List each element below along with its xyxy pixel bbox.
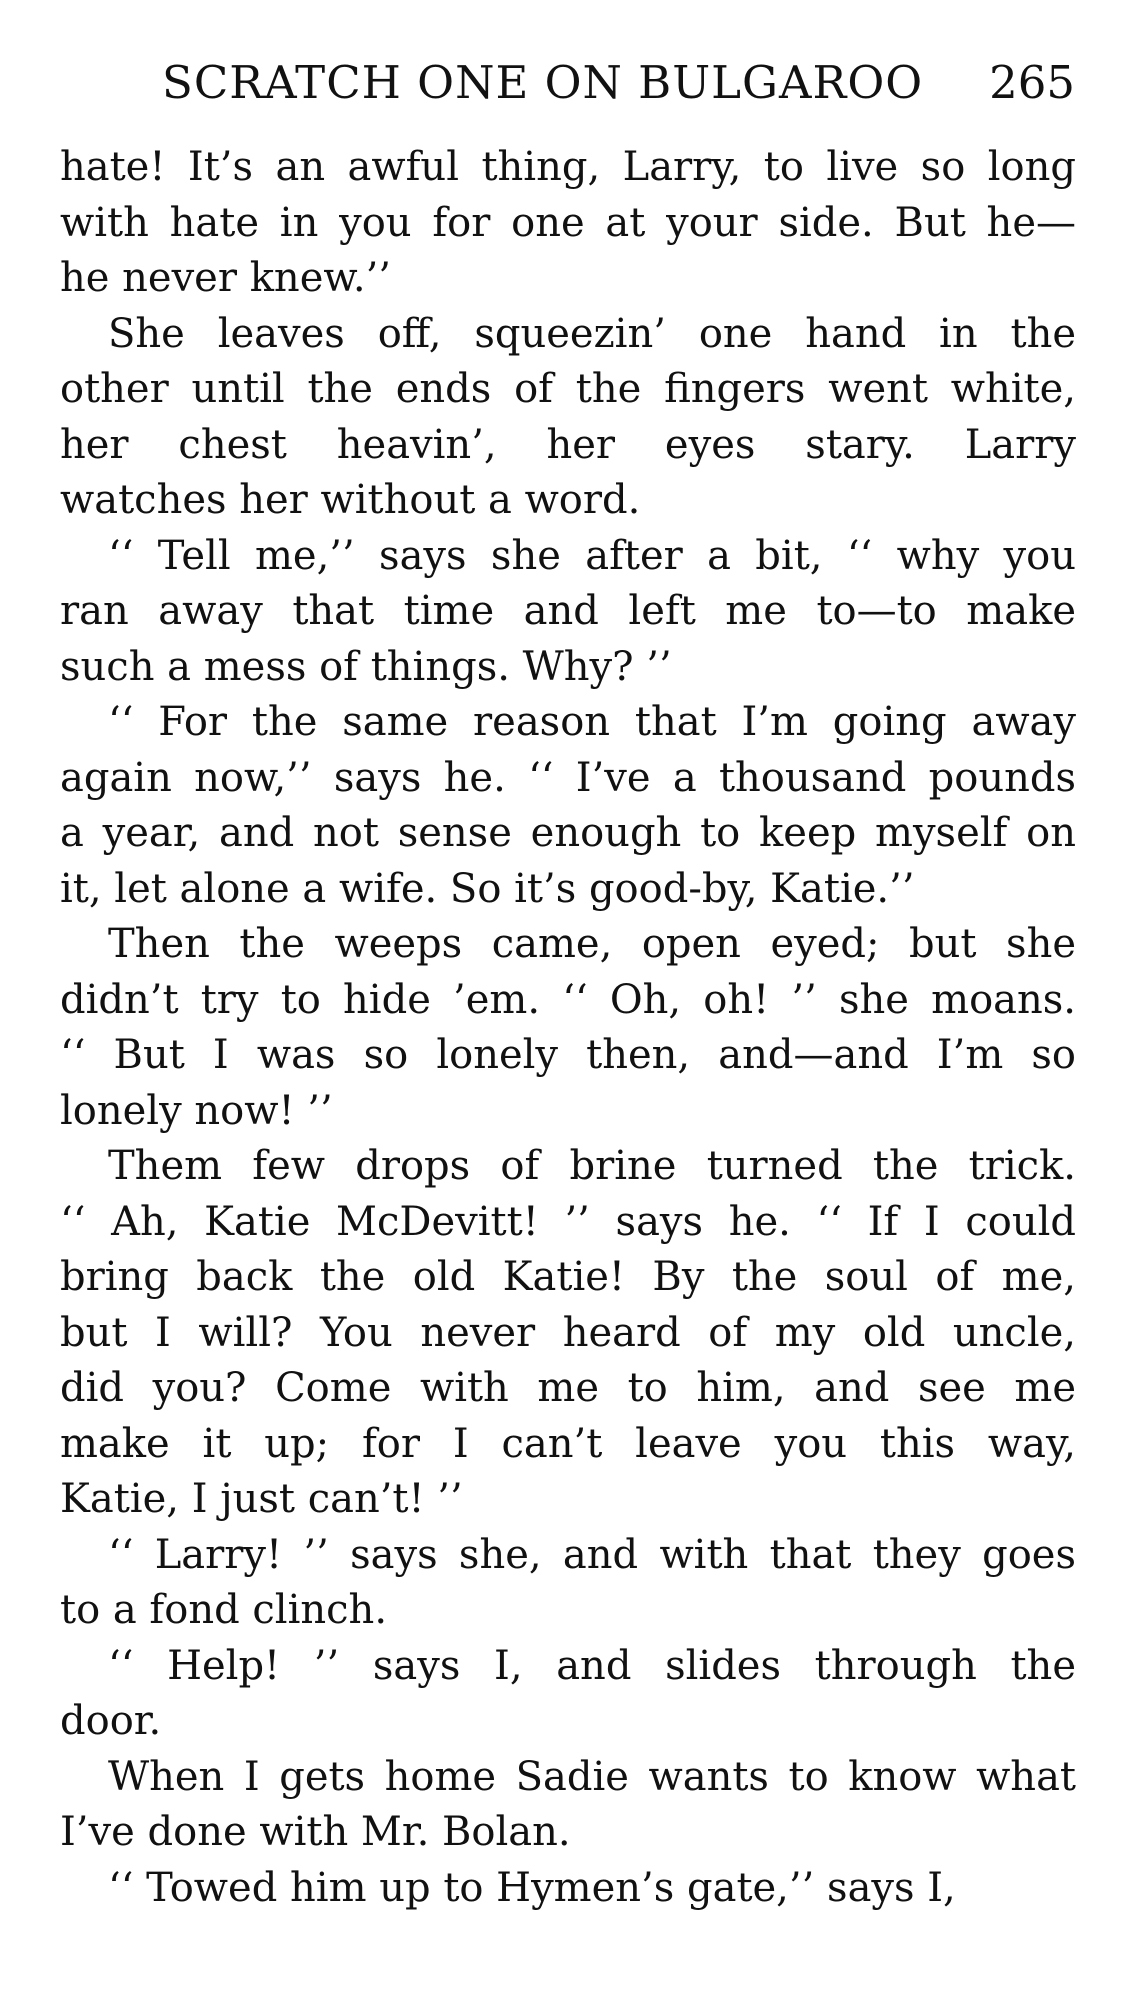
running-head	[62, 50, 1075, 120]
paragraph	[60, 1861, 1076, 1917]
text-line: it, let alone a wife. So it’s good-by, Katie.’’	[60, 865, 915, 912]
paragraph	[60, 140, 1076, 307]
text-line: he never knew.’’	[60, 255, 391, 301]
text-line: make it up; for I can’t leave you this way,	[60, 1420, 1076, 1467]
text-line: I’ve done with Mr. Bolan.	[60, 1809, 571, 1855]
text-line: again now,’’ says he. ‘‘ I’ve a thousand pounds	[60, 754, 1076, 801]
text-line: When I gets home Sadie wants to know what	[108, 1753, 1076, 1800]
running-title: SCRATCH ONE ON BULGAROO	[162, 56, 924, 109]
text-line: to a fond clinch.	[60, 1587, 388, 1633]
text-line: door.	[60, 1698, 162, 1744]
text-line: ‘‘ Larry! ’’ says she, and with that they goes	[108, 1531, 1076, 1578]
text-line: Then the weeps came, open eyed; but she	[108, 921, 1076, 967]
paragraph	[60, 695, 1076, 917]
text-line: a year, and not sense enough to keep myself on	[60, 810, 1076, 856]
text-line: ‘‘ But I was so lonely then, and—and I’m so	[60, 1032, 1076, 1078]
text-line: bring back the old Katie! By the soul of me,	[60, 1254, 1076, 1300]
text-line: ‘‘ Help! ’’ says I, and slides through the	[108, 1642, 1076, 1689]
text-line: lonely now! ’’	[60, 1087, 333, 1134]
text-line: ran away that time and left me to—to make	[60, 588, 1076, 634]
paragraph	[60, 1528, 1076, 1639]
paragraph	[60, 529, 1076, 696]
text-line: ‘‘ Ah, Katie McDevitt! ’’ says he. ‘‘ If I could	[60, 1198, 1076, 1245]
text-line: such a mess of things. Why? ’’	[60, 643, 672, 690]
text-line: ‘‘ Tell me,’’ says she after a bit, ‘‘ why you	[108, 532, 1076, 579]
text-line: but I will? You never heard of my old uncle,	[60, 1309, 1076, 1356]
text-line: ‘‘ Towed him up to Hymen’s gate,’’ says I,	[108, 1864, 956, 1911]
paragraph	[60, 917, 1076, 1139]
page-number: 265	[989, 56, 1075, 109]
text-line: Katie, I just can’t! ’’	[60, 1476, 463, 1522]
paragraph	[60, 1139, 1076, 1528]
paragraph	[60, 1639, 1076, 1750]
text-line: watches her without a word.	[60, 477, 641, 523]
text-line: other until the ends of the fingers went white,	[60, 366, 1076, 412]
text-line: her chest heavin’, her eyes stary. Larry	[60, 421, 1076, 468]
text-line: Them few drops of brine turned the trick.	[108, 1143, 1076, 1189]
text-line: ‘‘ For the same reason that I’m going away	[108, 699, 1076, 745]
text-line: hate! It’s an awful thing, Larry, to live so long	[60, 144, 1076, 190]
paragraph	[60, 307, 1076, 529]
text-line: did you? Come with me to him, and see me	[60, 1365, 1076, 1411]
body-text	[60, 140, 1076, 1916]
text-line: She leaves off, squeezin’ one hand in the	[108, 310, 1076, 357]
text-line: didn’t try to hide ’em. ‘‘ Oh, oh! ’’ she moans.	[60, 976, 1076, 1023]
paragraph	[60, 1750, 1076, 1861]
text-line: with hate in you for one at your side. But he—	[60, 199, 1076, 246]
